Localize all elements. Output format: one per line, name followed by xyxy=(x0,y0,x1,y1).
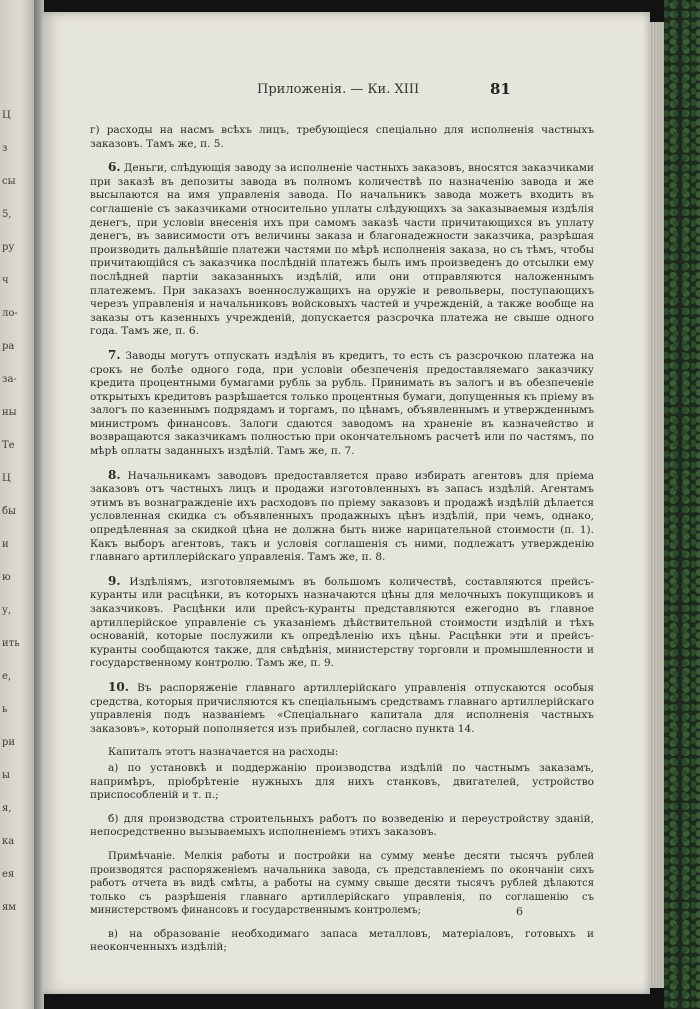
left-page-fragment: з xyxy=(2,143,8,154)
left-page-fragment: за- xyxy=(2,374,17,385)
paragraph-text: Заводы могутъ отпускать издѣлія въ кредитъ, то есть съ разсрочкою платежа на срокъ не болѣе одного года, при условіи обезпеченія предоставляемаго заказчику кредита процентными бумагами рубль за рубль. Принимать въ залогъ и въ обезпеченіе открытыхъ кредитовъ разрѣшается только процентныя бумаги, допущенныя къ пріему въ залогъ по казеннымъ подрядамъ и торгамъ, по цѣнамъ, объявленнымъ и утвержденнымъ министромъ финансовъ. Залоги сдаются заводомъ на храненіе въ казначейство и возвращаются заказчикамъ полностью при окончательномъ расчетѣ или по частямъ, по мѣрѣ оплаты заданныхъ издѣлій. Тамъ же, п. 7. xyxy=(90,349,595,458)
left-page-fragment: ны xyxy=(2,407,17,418)
paragraph xyxy=(90,469,594,565)
paragraph xyxy=(90,681,594,736)
left-page-fragment: ы xyxy=(2,770,10,781)
paragraph xyxy=(90,124,594,151)
paragraph-text: г) расходы на насмъ всѣхъ лицъ, требующіеся спеціально для исполненія частныхъ заказовъ. Тамъ же, п. 5. xyxy=(90,124,594,150)
paragraph-number: 8. xyxy=(108,467,121,482)
paragraph-text: Начальникамъ заводовъ предоставляется право избирать агентовъ для пріема заказовъ отъ частныхъ лицъ и продажи изготовленныхъ въ запасъ издѣлій. Агентамъ этимъ въ вознагражденіе ихъ расходовъ по пріему заказовъ и продажѣ издѣлій дѣлается условленная скидка съ объявленныхъ продажныхъ цѣнъ издѣлій, при чемъ, однако, опредѣленная за скидкой цѣна не должна быть ниже нарицательной стоимости (п. 1). Какъ выборъ агентовъ, такъ и условія соглашенія съ ними, подлежатъ утвержденію главнаго артиллерійскаго управленія. Тамъ же, п. 8. xyxy=(90,469,594,564)
paragraph xyxy=(90,575,594,671)
left-page-fragment: ю xyxy=(2,572,11,583)
left-page xyxy=(0,0,34,1009)
left-page-fragment: сы xyxy=(2,176,16,187)
sub-item-c: в) на образованіе необходимаго запаса металловъ, матеріаловъ, готовыхъ и неоконченныхъ издѣлій; xyxy=(90,927,594,954)
left-page-fragment: ея xyxy=(2,869,15,880)
left-page-fragment: ло- xyxy=(2,308,18,319)
paragraph-text: Въ распоряженіе главнаго артиллерійскаго управленія отпускаются особыя средства, которыя причисляются къ спеціальнымъ средствамъ главнаго артиллерійскаго управленія подъ названіемъ «Спеціальнаго капитала для исполненія частныхъ заказовъ», который пополняется изъ прибылей, согласно пункта 14. xyxy=(90,681,594,735)
paragraph-text: Деньги, слѣдующія заводу за исполненіе частныхъ заказовъ, вносятся заказчиками при заказѣ въ депозиты завода въ полномъ количествѣ по назначенію завода и же высылаются на имя управленія завода. По начальникъ завода можетъ входить въ соглашеніе съ заказчиками относительно уплаты слѣдующихъ за заказываемыя издѣлія денегъ, при условіи внесенія ихъ при самомъ заказѣ части причитающихся въ уплату денегъ, въ зависимости отъ величины заказа и благонадежности заказчика, разрѣшая производить дальнѣйшіе платежи частями по мѣрѣ исполненія заказа, но съ тѣмъ, чтобы причитающійся съ заказчика послѣдній платежъ былъ имъ произведенъ до отсылки ему послѣдней партіи заказанныхъ издѣлій, или они отправляются наложеннымъ платежемъ. При заказахъ военнослужащихъ на оружіе и револьверы, поступающихъ черезъ управленія и начальниковъ войсковыхъ частей и учрежденій, а также вообще на заказы отъ казенныхъ учрежденій, допускается разсрочка платежа не свыше одного года. Тамъ же, п. 6. xyxy=(90,162,594,338)
sub-item-a: а) по установкѣ и поддержанію производства издѣлій по частнымъ заказамъ, напримѣръ, пріобрѣтеніе нужныхъ для нихъ станковъ, двигателей, устройство приспособленій и т. п.; xyxy=(90,761,594,802)
left-page-fragment: и xyxy=(2,539,9,550)
page-header xyxy=(42,82,650,104)
left-page-fragment: ри xyxy=(2,737,16,748)
sub-item-b: б) для производства строительныхъ работъ по возведенію и переустройству зданій, непосредственно вызываемыхъ исполненіемъ этихъ заказовъ. xyxy=(90,812,594,839)
paragraph-list xyxy=(90,124,594,736)
capital-intro: Капиталъ этотъ назначается на расходы: xyxy=(108,746,339,759)
paragraph-number: 7. xyxy=(108,347,121,362)
footnote-remark: Примѣчаніе. Мелкія работы и постройки на сумму менѣе десяти тысячъ рублей производятся распоряженіемъ начальника завода, съ представленіемъ по окончаніи сихъ работъ отчета въ видѣ смѣты, а работы на сумму свыше десяти тысячъ рублей дѣлаются только съ разрѣшенія главнаго артиллерійскаго управленія, по соглашенію съ министерствомъ финансовъ и государственнымъ контролемъ; xyxy=(90,850,594,917)
book-cover xyxy=(664,0,700,1009)
left-page-fragment: бы xyxy=(2,506,16,517)
page-number: 81 xyxy=(490,80,511,98)
left-page-fragment: ь xyxy=(2,704,8,715)
running-head: Приложенія. — Ки. XIII xyxy=(257,82,420,97)
left-page-fragment: ру xyxy=(2,242,15,253)
paragraph-number: 6. xyxy=(108,160,121,175)
book-page xyxy=(42,12,650,994)
left-page-fragment: ч xyxy=(2,275,9,286)
left-page-fragment: Те xyxy=(2,440,15,451)
left-page-fragment: Ц xyxy=(2,473,11,484)
left-page-fragment: Ц xyxy=(2,110,11,121)
left-page-fragment: я, xyxy=(2,803,12,814)
page-body xyxy=(90,124,594,965)
left-page-fragment: ка xyxy=(2,836,15,847)
signature-mark: 6 xyxy=(516,905,523,918)
paragraph xyxy=(90,161,594,339)
left-page-fragment: 5, xyxy=(2,209,12,220)
left-page-fragment: у, xyxy=(2,605,12,616)
paragraph-number: 9. xyxy=(108,573,121,588)
left-page-fragment: ям xyxy=(2,902,17,913)
paragraph xyxy=(90,349,594,459)
paragraph-number: 10. xyxy=(108,679,129,694)
page-edges xyxy=(650,22,664,988)
left-page-fragment: ить xyxy=(2,638,20,649)
paragraph-text: Издѣліямъ, изготовляемымъ въ большомъ количествѣ, составляются прейсъ-куранты или расцѣнки, въ которыхъ назначаются цѣны для мелочныхъ покупщиковъ и заказчиковъ. Расцѣнки или прейсъ-куранты представляются ежегодно въ главное артиллерійское управленіе съ указаніемъ дѣйствительной стоимости издѣлій и тѣхъ основаній, которые послужили къ опредѣленію ихъ цѣны. Расцѣнки эти и прейсъ-куранты сообщаются также, для свѣдѣнія, министерству торговли и промышленности и государственному контролю. Тамъ же, п. 9. xyxy=(90,575,594,670)
left-page-fragment: ра xyxy=(2,341,15,352)
left-page-fragment: е, xyxy=(2,671,12,682)
